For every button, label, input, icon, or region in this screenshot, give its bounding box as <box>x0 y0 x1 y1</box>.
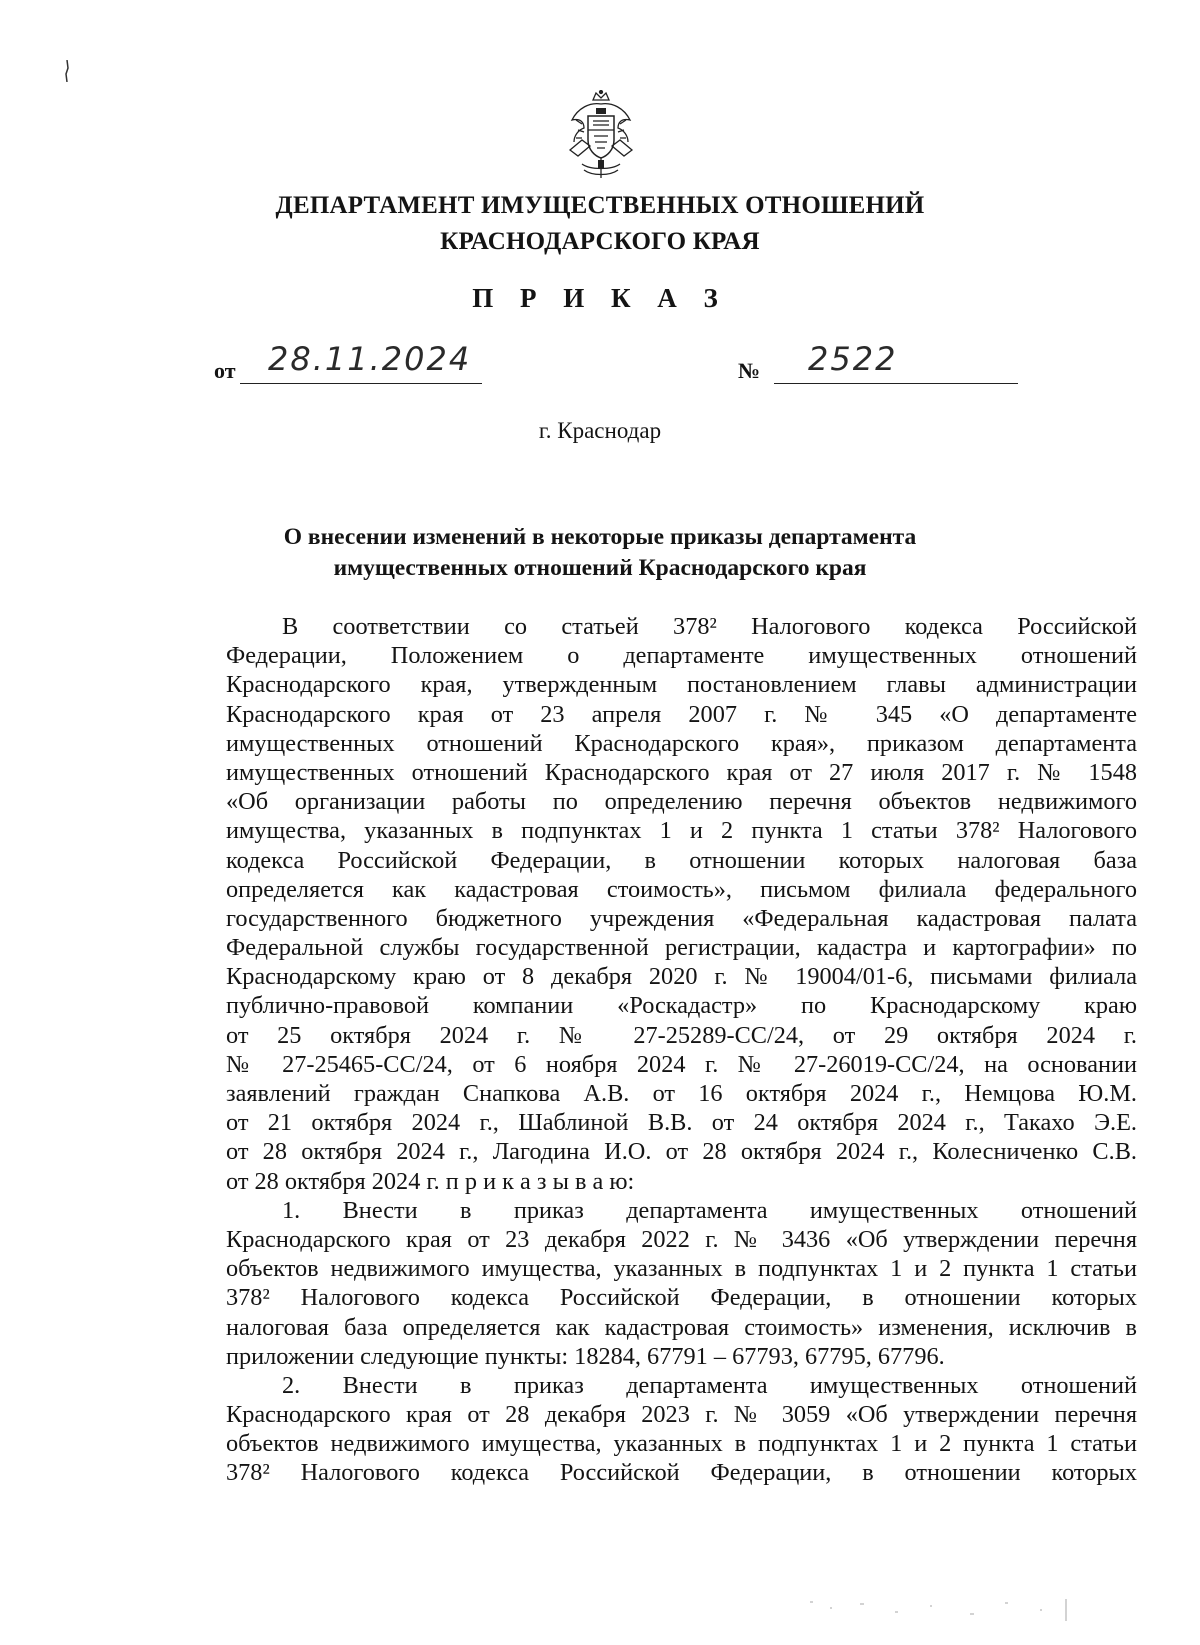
body-line: Краснодарского края от 28 декабря 2023 г. № 3059 «Об утверждении перечня <box>226 1401 1137 1429</box>
scan-mark <box>64 60 70 82</box>
handwritten-number: 2522 <box>808 340 898 378</box>
body-line: 378² Налогового кодекса Российской Федерации, в отношении которых <box>226 1459 1137 1487</box>
subject-line2: имущественных отношений Краснодарского края <box>333 555 867 581</box>
body-line: № 27-25465-СС/24, от 6 ноября 2024 г. № 27-26019-СС/24, на основании <box>226 1050 1137 1078</box>
coat-of-arms-emblem <box>560 90 642 182</box>
date-label: от <box>214 358 236 383</box>
body-line: 2. Внести в приказ департамента имущественных отношений <box>282 1371 1137 1399</box>
body-line: Краснодарского края, утвержденным постановлением главы администрации <box>226 671 1137 699</box>
order-body <box>226 612 1137 1488</box>
body-line: кодекса Российской Федерации, в отношении которых налоговая база <box>226 846 1137 874</box>
body-line: Федеральной службы государственной регистрации, кадастра и картографии» по <box>226 934 1137 962</box>
body-line: В соответствии со статьей 378² Налогового кодекса Российской <box>282 613 1137 640</box>
body-line: государственного бюджетного учреждения «Федеральная кадастровая палата <box>226 904 1137 932</box>
body-line: Краснодарского края от 23 декабря 2022 г. № 3436 «Об утверждении перечня <box>226 1225 1137 1253</box>
subject-line1: О внесении изменений в некоторые приказы департамента <box>283 524 917 550</box>
body-line: публично-правовой компании «Роскадастр» по Краснодарскому краю <box>226 992 1137 1020</box>
body-line: Федерации, Положением о департаменте имущественных отношений <box>226 642 1137 670</box>
number-label: № <box>738 358 761 383</box>
date-underline <box>240 383 482 384</box>
body-line: «Об организации работы по определению перечня объектов недвижимого <box>226 788 1137 816</box>
body-line: от 21 октября 2024 г., Шаблиной В.В. от 24 октября 2024 г., Такахо Э.Е. <box>226 1109 1137 1137</box>
body-line: Краснодарского края от 23 апреля 2007 г. № 345 «О департаменте <box>226 700 1137 728</box>
order-subject <box>0 522 1200 584</box>
body-line: имущественных отношений Краснодарского края от 27 июля 2017 г. № 1548 <box>226 758 1137 786</box>
body-line: определяется как кадастровая стоимость», письмом филиала федерального <box>226 875 1137 903</box>
body-line: от 28 октября 2024 г., Лагодина И.О. от 28 октября 2024 г., Колесниченко С.В. <box>226 1138 1137 1166</box>
date-line <box>0 340 1200 392</box>
department-name-line1: ДЕПАРТАМЕНТ ИМУЩЕСТВЕННЫХ ОТНОШЕНИЙ <box>275 192 925 219</box>
department-name-line2: КРАСНОДАРСКОГО КРАЯ <box>440 228 760 255</box>
scan-noise <box>800 1595 1080 1625</box>
order-title: П Р И К А З <box>472 283 728 313</box>
body-line: от 28 октября 2024 г. п р и к а з ы в а ю: <box>226 1167 635 1195</box>
body-line: объектов недвижимого имущества, указанных в подпунктах 1 и 2 пункта 1 статьи <box>226 1255 1137 1283</box>
body-line: заявлений граждан Снапкова А.В. от 16 октября 2024 г., Немцова Ю.М. <box>226 1080 1137 1107</box>
body-line: от 25 октября 2024 г. № 27-25289-СС/24, от 29 октября 2024 г. <box>226 1021 1137 1049</box>
body-line: 1. Внести в приказ департамента имущественных отношений <box>282 1196 1137 1224</box>
body-line: приложении следующие пункты: 18284, 67791 – 67793, 67795, 67796. <box>226 1342 945 1370</box>
body-line: имущества, указанных в подпунктах 1 и 2 пункта 1 статьи 378² Налогового <box>226 817 1137 845</box>
department-header <box>0 188 1200 260</box>
city: г. Краснодар <box>538 418 662 443</box>
body-line: объектов недвижимого имущества, указанных в подпунктах 1 и 2 пункта 1 статьи <box>226 1430 1137 1458</box>
number-underline <box>774 383 1018 384</box>
body-line: 378² Налогового кодекса Российской Федерации, в отношении которых <box>226 1284 1137 1312</box>
body-line: налоговая база определяется как кадастровая стоимость» изменения, исключив в <box>226 1313 1137 1341</box>
handwritten-date: 28.11.2024 <box>268 340 472 378</box>
body-line: Краснодарскому краю от 8 декабря 2020 г. № 19004/01-6, письмами филиала <box>226 963 1137 991</box>
body-line: имущественных отношений Краснодарского края», приказом департамента <box>226 729 1137 757</box>
